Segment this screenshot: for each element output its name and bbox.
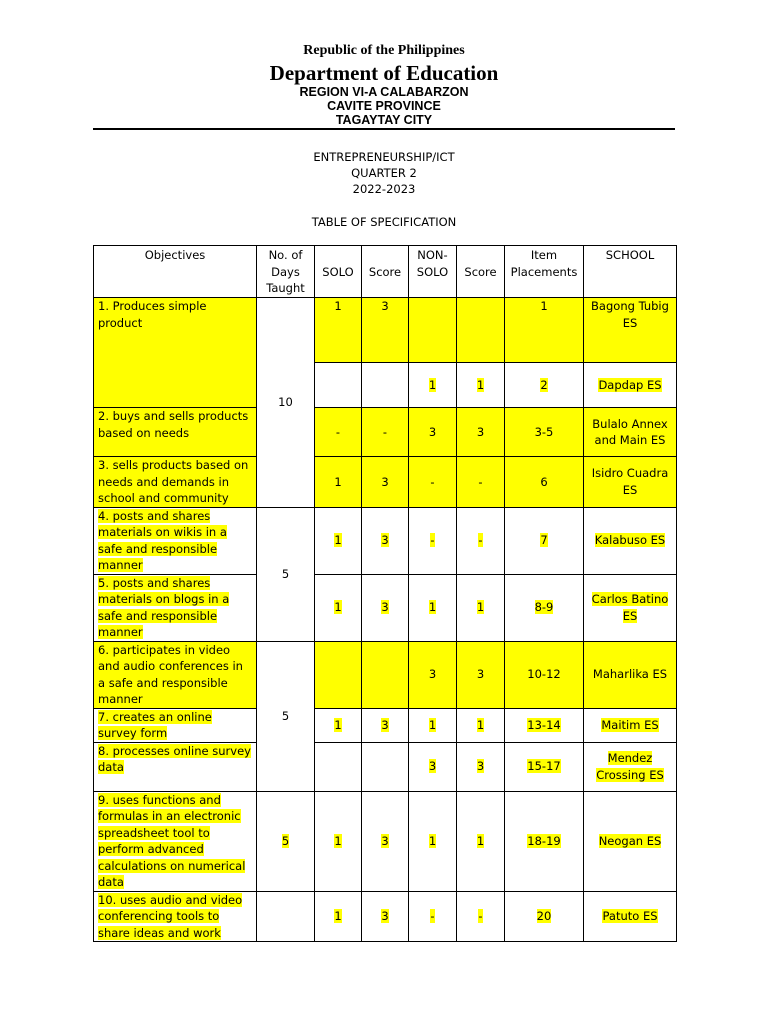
score-cell: - bbox=[362, 408, 409, 457]
col-days: No. of Days Taught bbox=[257, 246, 315, 298]
objective-text: 7. creates an online survey form bbox=[98, 709, 212, 740]
score-value: 3 bbox=[381, 833, 389, 848]
score-cell bbox=[362, 641, 409, 708]
col-objectives: Objectives bbox=[94, 246, 257, 298]
score-cell bbox=[362, 363, 409, 408]
score-value: 1 bbox=[476, 600, 485, 615]
item-cell: 6 bbox=[505, 457, 584, 508]
nonsolo-value: 1 bbox=[428, 833, 437, 848]
school-value: Patuto ES bbox=[602, 909, 658, 923]
table-row bbox=[94, 457, 677, 508]
objective-cell bbox=[94, 791, 257, 891]
nonsolo-cell bbox=[409, 298, 457, 363]
nonsolo-cell bbox=[409, 363, 457, 408]
item-cell: 3-5 bbox=[505, 408, 584, 457]
document-title: TABLE OF SPECIFICATION bbox=[311, 215, 457, 229]
school-value: Maitim ES bbox=[601, 717, 659, 732]
table-row bbox=[94, 641, 677, 708]
school-cell: Isidro Cuadra ES bbox=[584, 457, 677, 508]
solo-cell bbox=[315, 363, 362, 408]
score-cell: 3 bbox=[457, 641, 505, 708]
objective-cell: 3. sells products based on needs and demands in school and community bbox=[94, 457, 257, 508]
nonsolo-cell: 3 bbox=[409, 641, 457, 708]
item-cell bbox=[505, 708, 584, 742]
objective-text: 8. processes online survey data bbox=[98, 743, 251, 774]
score-cell bbox=[457, 708, 505, 742]
col-nonsolo: NON-SOLO bbox=[409, 246, 457, 298]
score-cell: 3 bbox=[362, 457, 409, 508]
col-score-nonsolo: Score bbox=[457, 246, 505, 298]
col-score-solo: Score bbox=[362, 246, 409, 298]
solo-cell bbox=[315, 791, 362, 891]
col-solo: SOLO bbox=[315, 246, 362, 298]
days-cell bbox=[257, 298, 315, 508]
nonsolo-cell bbox=[409, 742, 457, 791]
solo-cell bbox=[315, 574, 362, 641]
solo-value: 1 bbox=[334, 533, 342, 548]
score-cell bbox=[457, 298, 505, 363]
nonsolo-cell bbox=[409, 507, 457, 574]
school-cell: Bulalo Annex and Main ES bbox=[584, 408, 677, 457]
nonsolo-cell bbox=[409, 574, 457, 641]
table-row bbox=[94, 791, 677, 891]
table-row bbox=[94, 891, 677, 942]
score-cell bbox=[362, 708, 409, 742]
item-value: 8-9 bbox=[534, 600, 554, 615]
school-cell bbox=[584, 507, 677, 574]
table-row bbox=[94, 708, 677, 742]
days-cell bbox=[257, 891, 315, 942]
score-value: 3 bbox=[381, 717, 389, 732]
objective-cell bbox=[94, 507, 257, 574]
school-cell bbox=[584, 708, 677, 742]
score-value: 1 bbox=[476, 377, 485, 392]
objective-text: 4. posts and shares materials on wikis in a safe and responsible manner bbox=[98, 508, 227, 572]
objective-cell: 6. participates in video and audio conferences in a safe and responsible manner bbox=[94, 641, 257, 708]
objective-text: 10. uses audio and video conferencing tools to share ideas and work bbox=[98, 892, 243, 940]
item-value: 20 bbox=[536, 909, 552, 923]
item-cell bbox=[505, 791, 584, 891]
item-cell bbox=[505, 574, 584, 641]
solo-cell bbox=[315, 891, 362, 942]
city-line: TAGAYTAY CITY bbox=[335, 113, 433, 127]
item-cell: 10-12 bbox=[505, 641, 584, 708]
solo-value: 1 bbox=[334, 600, 342, 615]
days-cell bbox=[257, 641, 315, 791]
objective-text: 5. posts and shares materials on blogs in a safe and responsible manner bbox=[98, 575, 230, 639]
school-cell bbox=[584, 791, 677, 891]
score-cell: 3 bbox=[457, 408, 505, 457]
nonsolo-value: - bbox=[430, 533, 435, 548]
score-cell bbox=[362, 574, 409, 641]
days-value: 5 bbox=[281, 833, 290, 848]
nonsolo-value: 1 bbox=[428, 600, 437, 615]
score-value: 3 bbox=[381, 600, 389, 615]
school-cell bbox=[584, 363, 677, 408]
score-cell bbox=[457, 891, 505, 942]
score-value: - bbox=[478, 909, 483, 923]
score-cell bbox=[457, 742, 505, 791]
objective-cell bbox=[94, 574, 257, 641]
school-value: Mendez Crossing ES bbox=[596, 751, 664, 782]
header-divider bbox=[93, 128, 675, 130]
item-value: 13-14 bbox=[527, 717, 561, 732]
objective-cell: 2. buys and sells products based on needs bbox=[94, 408, 257, 457]
school-year: 2022-2023 bbox=[352, 182, 416, 196]
score-cell bbox=[457, 507, 505, 574]
item-cell bbox=[505, 891, 584, 942]
item-value: 18-19 bbox=[527, 833, 561, 848]
days-value: 5 bbox=[281, 708, 290, 723]
objective-cell: 1. Produces simple product bbox=[94, 298, 257, 408]
solo-cell bbox=[315, 507, 362, 574]
school-value: Carlos Batino ES bbox=[591, 592, 669, 623]
item-value: 15-17 bbox=[527, 759, 561, 774]
score-cell bbox=[457, 574, 505, 641]
nonsolo-cell bbox=[409, 891, 457, 942]
school-value: Neogan ES bbox=[598, 833, 662, 848]
nonsolo-value: - bbox=[430, 909, 435, 923]
score-value: 3 bbox=[476, 759, 485, 774]
score-cell bbox=[362, 507, 409, 574]
score-cell bbox=[362, 742, 409, 791]
province-line: CAVITE PROVINCE bbox=[327, 99, 441, 113]
score-value: 1 bbox=[476, 833, 485, 848]
school-cell: Maharlika ES bbox=[584, 641, 677, 708]
score-cell bbox=[457, 791, 505, 891]
col-item-placements: Item Placements bbox=[505, 246, 584, 298]
item-cell bbox=[505, 507, 584, 574]
table-row bbox=[94, 574, 677, 641]
nonsolo-value: 3 bbox=[428, 759, 437, 774]
col-school: SCHOOL bbox=[584, 246, 677, 298]
score-value: 3 bbox=[381, 909, 389, 923]
solo-cell bbox=[315, 742, 362, 791]
nonsolo-cell: - bbox=[409, 457, 457, 508]
school-value: Kalabuso ES bbox=[594, 533, 666, 548]
table-row bbox=[94, 742, 677, 791]
school-cell bbox=[584, 742, 677, 791]
solo-cell bbox=[315, 641, 362, 708]
nonsolo-cell: 3 bbox=[409, 408, 457, 457]
table-header-row bbox=[94, 246, 677, 298]
quarter-label: QUARTER 2 bbox=[351, 166, 417, 180]
objective-cell bbox=[94, 891, 257, 942]
days-cell bbox=[257, 791, 315, 891]
score-value: 1 bbox=[476, 717, 485, 732]
solo-cell: - bbox=[315, 408, 362, 457]
score-cell bbox=[362, 891, 409, 942]
school-cell bbox=[584, 574, 677, 641]
nonsolo-value: 1 bbox=[428, 717, 437, 732]
solo-value: 1 bbox=[334, 717, 342, 732]
solo-cell: 1 bbox=[315, 298, 362, 363]
score-cell: - bbox=[457, 457, 505, 508]
table-row bbox=[94, 408, 677, 457]
objective-text: 9. uses functions and formulas in an electronic spreadsheet tool to perform advanced calculations on numerical data bbox=[98, 792, 246, 889]
days-value: 5 bbox=[281, 566, 290, 581]
item-cell bbox=[505, 363, 584, 408]
days-cell bbox=[257, 507, 315, 641]
item-cell: 1 bbox=[505, 298, 584, 363]
item-cell bbox=[505, 742, 584, 791]
score-value: 3 bbox=[381, 533, 389, 548]
solo-cell: 1 bbox=[315, 457, 362, 508]
nonsolo-cell bbox=[409, 708, 457, 742]
solo-value: 1 bbox=[334, 909, 342, 923]
specification-table bbox=[93, 245, 677, 942]
subject-title: ENTREPRENEURSHIP/ICT bbox=[313, 150, 455, 164]
score-value: - bbox=[478, 533, 483, 548]
objective-cell bbox=[94, 708, 257, 742]
school-cell: Bagong Tubig ES bbox=[584, 298, 677, 363]
solo-cell bbox=[315, 708, 362, 742]
region-line: REGION VI-A CALABARZON bbox=[299, 85, 469, 99]
solo-value: 1 bbox=[334, 833, 342, 848]
table-row bbox=[94, 298, 677, 363]
score-cell: 3 bbox=[362, 298, 409, 363]
objective-cell bbox=[94, 742, 257, 791]
republic-line: Republic of the Philippines bbox=[303, 43, 465, 58]
item-value: 2 bbox=[540, 377, 548, 392]
days-value: 10 bbox=[278, 395, 293, 409]
department-title: Department of Education bbox=[269, 61, 499, 85]
school-cell bbox=[584, 891, 677, 942]
nonsolo-cell bbox=[409, 791, 457, 891]
score-cell bbox=[362, 791, 409, 891]
item-value: 7 bbox=[540, 533, 548, 548]
table-row bbox=[94, 507, 677, 574]
school-value: Dapdap ES bbox=[598, 377, 662, 392]
score-cell bbox=[457, 363, 505, 408]
nonsolo-value: 1 bbox=[428, 377, 437, 392]
